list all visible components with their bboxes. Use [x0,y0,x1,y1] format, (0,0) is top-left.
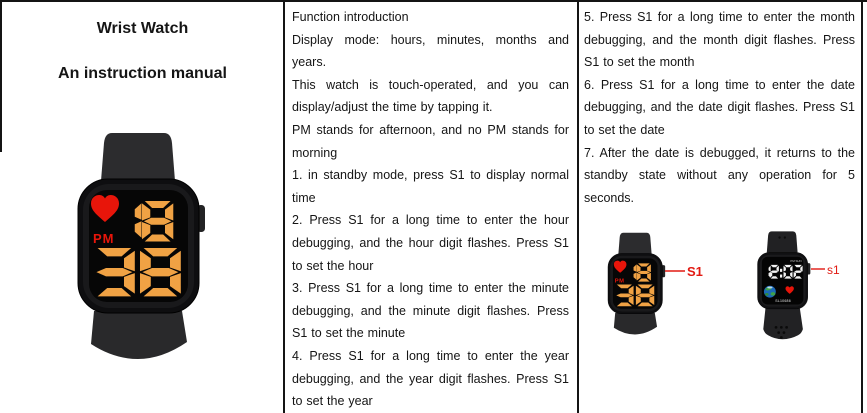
middle-column [285,3,576,413]
instruction-step-6: 6. Press S1 for a long time to enter the date debugging, and the date digit flashes. Press S1 to set the date [584,77,855,137]
watch-figure-s1-callout [599,226,731,348]
instruction-step-5: 5. Press S1 for a long time to enter the month debugging, and the month digit flashes. Press S1 to set the month [584,10,855,70]
instruction-step-1: 1. in standby mode, press S1 to display normal time [292,168,569,205]
left-column [2,0,283,413]
instruction-paragraph: Display mode: hours, minutes, months and years. [292,32,569,70]
instruction-paragraph: This watch is touch-operated, and you can display/adjust the time by tapping it. [292,77,569,115]
s1-button-label-2: s1 [827,263,840,277]
right-column [579,3,861,413]
instruction-step-7: 7. After the date is debugged, it returns to the standby state without any operation for 5 seconds. [584,145,855,205]
instruction-step-2: 2. Press S1 for a long time to enter the hour debugging, and the hour digit flashes. Press S1 to set the hour [292,213,569,273]
watch-figure-white-display [747,227,865,352]
page-title: Wrist Watch [96,20,189,37]
section-heading: Function introduction [292,10,409,24]
instruction-step-4: 4. Press S1 for a long time to enter the year debugging, and the year digit flashes. Press S1 to set the year [292,348,569,409]
instruction-step-3: 3. Press S1 for a long time to enter the minute debugging, and the minute digit flashes. Press S1 to set the minute [292,281,569,341]
page-subtitle: An instruction manual [58,65,227,82]
main-watch-photo [58,118,218,368]
instruction-paragraph: PM stands for afternoon, and no PM stands for morning [292,122,569,160]
s1-button-label: S1 [687,264,703,279]
